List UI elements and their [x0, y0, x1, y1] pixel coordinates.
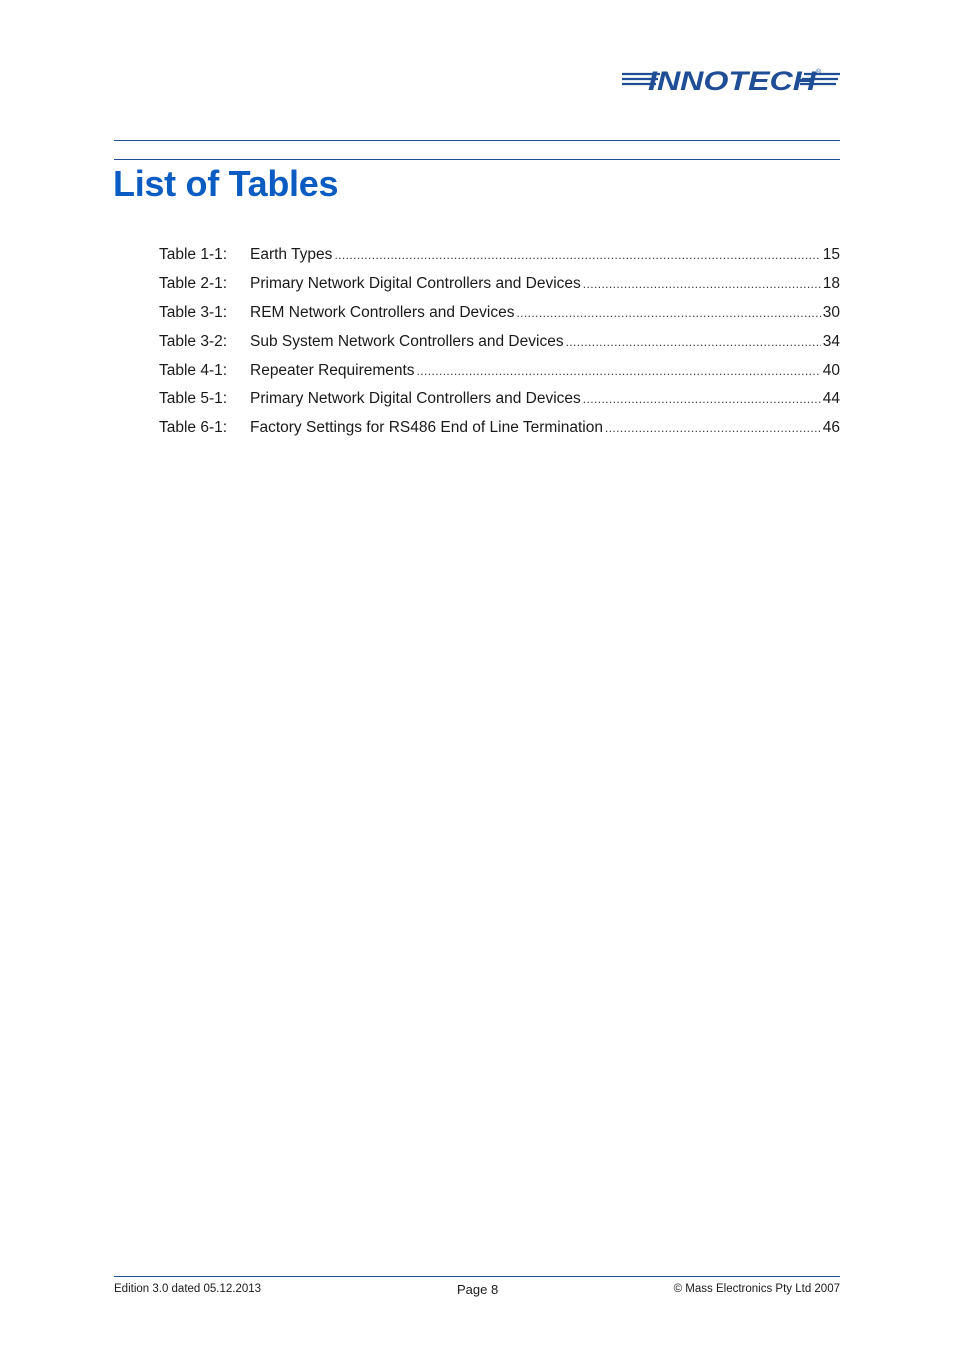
footer-copyright: © Mass Electronics Pty Ltd 2007: [673, 1283, 840, 1295]
footer-rule: [114, 1276, 840, 1277]
toc-leader-dots: [516, 299, 820, 328]
toc-entry-title: REM Network Controllers and Devices: [250, 303, 515, 321]
toc-leader-dots: [334, 241, 820, 270]
toc-entry-number: Table 3-1:: [159, 303, 228, 321]
toc-entry-number: Table 2-1:: [159, 274, 228, 292]
page-title: List of Tables: [113, 163, 339, 204]
toc-leader-dots: [417, 357, 821, 386]
toc-entry-page: 15: [822, 246, 840, 263]
toc-entry-page: 18: [822, 274, 840, 292]
toc-entry-number: Table 6-1:: [159, 419, 228, 437]
toc-entry[interactable]: [159, 299, 840, 328]
toc-entry-title: Factory Settings for RS486 End of Line Termination: [250, 419, 603, 437]
toc-entry-number: Table 5-1:: [159, 390, 228, 408]
footer-edition: Edition 3.0 dated 05.12.2013: [114, 1283, 262, 1295]
toc-entry-number: Table 4-1:: [159, 361, 228, 379]
toc-entry-page: 46: [822, 419, 840, 437]
toc-leader-dots: [583, 385, 821, 414]
list-of-tables: [159, 241, 840, 443]
footer-page-number: Page 8: [457, 1282, 499, 1297]
toc-entry-number: Table 3-2:: [159, 332, 228, 350]
toc-entry-title: Primary Network Digital Controllers and Devices: [250, 390, 581, 408]
toc-entry-title: Repeater Requirements: [250, 361, 415, 379]
toc-leader-dots: [566, 328, 821, 357]
toc-leader-dots: [583, 270, 821, 299]
toc-entry[interactable]: [159, 385, 840, 414]
toc-entry-page: 30: [822, 303, 840, 321]
toc-entry-page: 34: [822, 332, 840, 350]
toc-leader-dots: [605, 414, 821, 443]
innotech-logo: [620, 60, 842, 100]
toc-entry[interactable]: [159, 414, 840, 443]
toc-entry[interactable]: [159, 328, 840, 357]
toc-entry-title: Primary Network Digital Controllers and Devices: [250, 274, 581, 292]
toc-entry-title: Earth Types: [250, 246, 333, 263]
toc-entry-title: Sub System Network Controllers and Devices: [250, 332, 564, 350]
toc-entry-number: Table 1-1:: [159, 246, 228, 263]
registered-mark: ®: [816, 69, 822, 76]
logo-wordmark: INNOTECH: [648, 66, 817, 96]
toc-entry[interactable]: [159, 241, 840, 270]
innotech-logo-graphic: [620, 60, 842, 100]
toc-entry-page: 40: [822, 361, 840, 379]
toc-entry-page: 44: [822, 390, 840, 408]
toc-entry[interactable]: [159, 270, 840, 299]
toc-entry[interactable]: [159, 357, 840, 386]
header-rule-top: [114, 140, 840, 141]
